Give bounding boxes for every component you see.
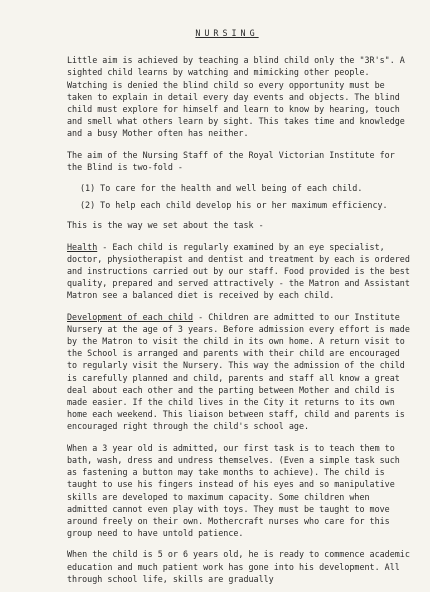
development-paragraph: [67, 311, 412, 433]
intro-paragraph: Little aim is achieved by teaching a blind child only the "3R's". A sighted child learns by watching and mimicking other people. Watching is denied the blind child so every opportunity must be taken to explain in detail every day events and objects. The blind child must explore for himself and learn to know by hearing, touch and smell what others learn by sight. This takes time and knowledge and a busy Mother often has neither.: [67, 55, 405, 139]
aim-item-1: (1) To care for the health and well being of each child.: [80, 183, 363, 194]
aim-paragraph: The aim of the Nursing Staff of the Royal Victorian Institute for the Blind is two-fold -: [67, 149, 395, 172]
development-heading: Development of each child: [67, 311, 194, 322]
development-text: - Children are admitted to our Institute Nursery at the age of 3 years. Before admission every effort is made by the Matron to visit the child in its own home. A return visit to the School is arranged and parents with their child are encouraged to regularly visit the Nursery. This way the admission of the child is carefully planned and child, parents and staff all know a great deal about each other and the parting between Mother and child is made easier. If the child lives in the City it returns to its own home each weekend. This liaison between staff, child and parents is encouraged right through the child's school age.: [67, 311, 410, 432]
three-year-old-paragraph: When a 3 year old is admitted, our first task is to teach them to bath, wash, dress and undress themselves. (Even a simple task such as fastening a button may take months to achieve). The child is taught to use his fingers instead of his eyes and so manipulative skills are developed to maximum capacity. Some children when admitted cannot even play with toys. They must be taught to move around freely on their own. Mothercraft nurses who care for this group need to have untold patience.: [67, 442, 400, 539]
aims-list: [67, 182, 412, 211]
aim-item-2: (2) To help each child develop his or her maximum efficiency.: [80, 200, 388, 211]
five-year-old-paragraph: When the child is 5 or 6 years old, he is ready to commence academic education and much patient work has gone into his development. All through school life, skills are gradually: [67, 549, 410, 584]
health-paragraph: [67, 241, 412, 302]
health-text: - Each child is regularly examined by an eye specialist, doctor, physiotherapist and dentist and treatment by each is ordered and instructions carried out by our staff. Food provided is the best quality, prepared and served attractively - the Matron and Assistant Matron see a balanced diet is received by each child.: [67, 241, 410, 301]
page-title: NURSING: [195, 28, 259, 38]
task-paragraph: This is the way we set about the task -: [67, 220, 264, 231]
health-heading: Health: [67, 241, 98, 252]
